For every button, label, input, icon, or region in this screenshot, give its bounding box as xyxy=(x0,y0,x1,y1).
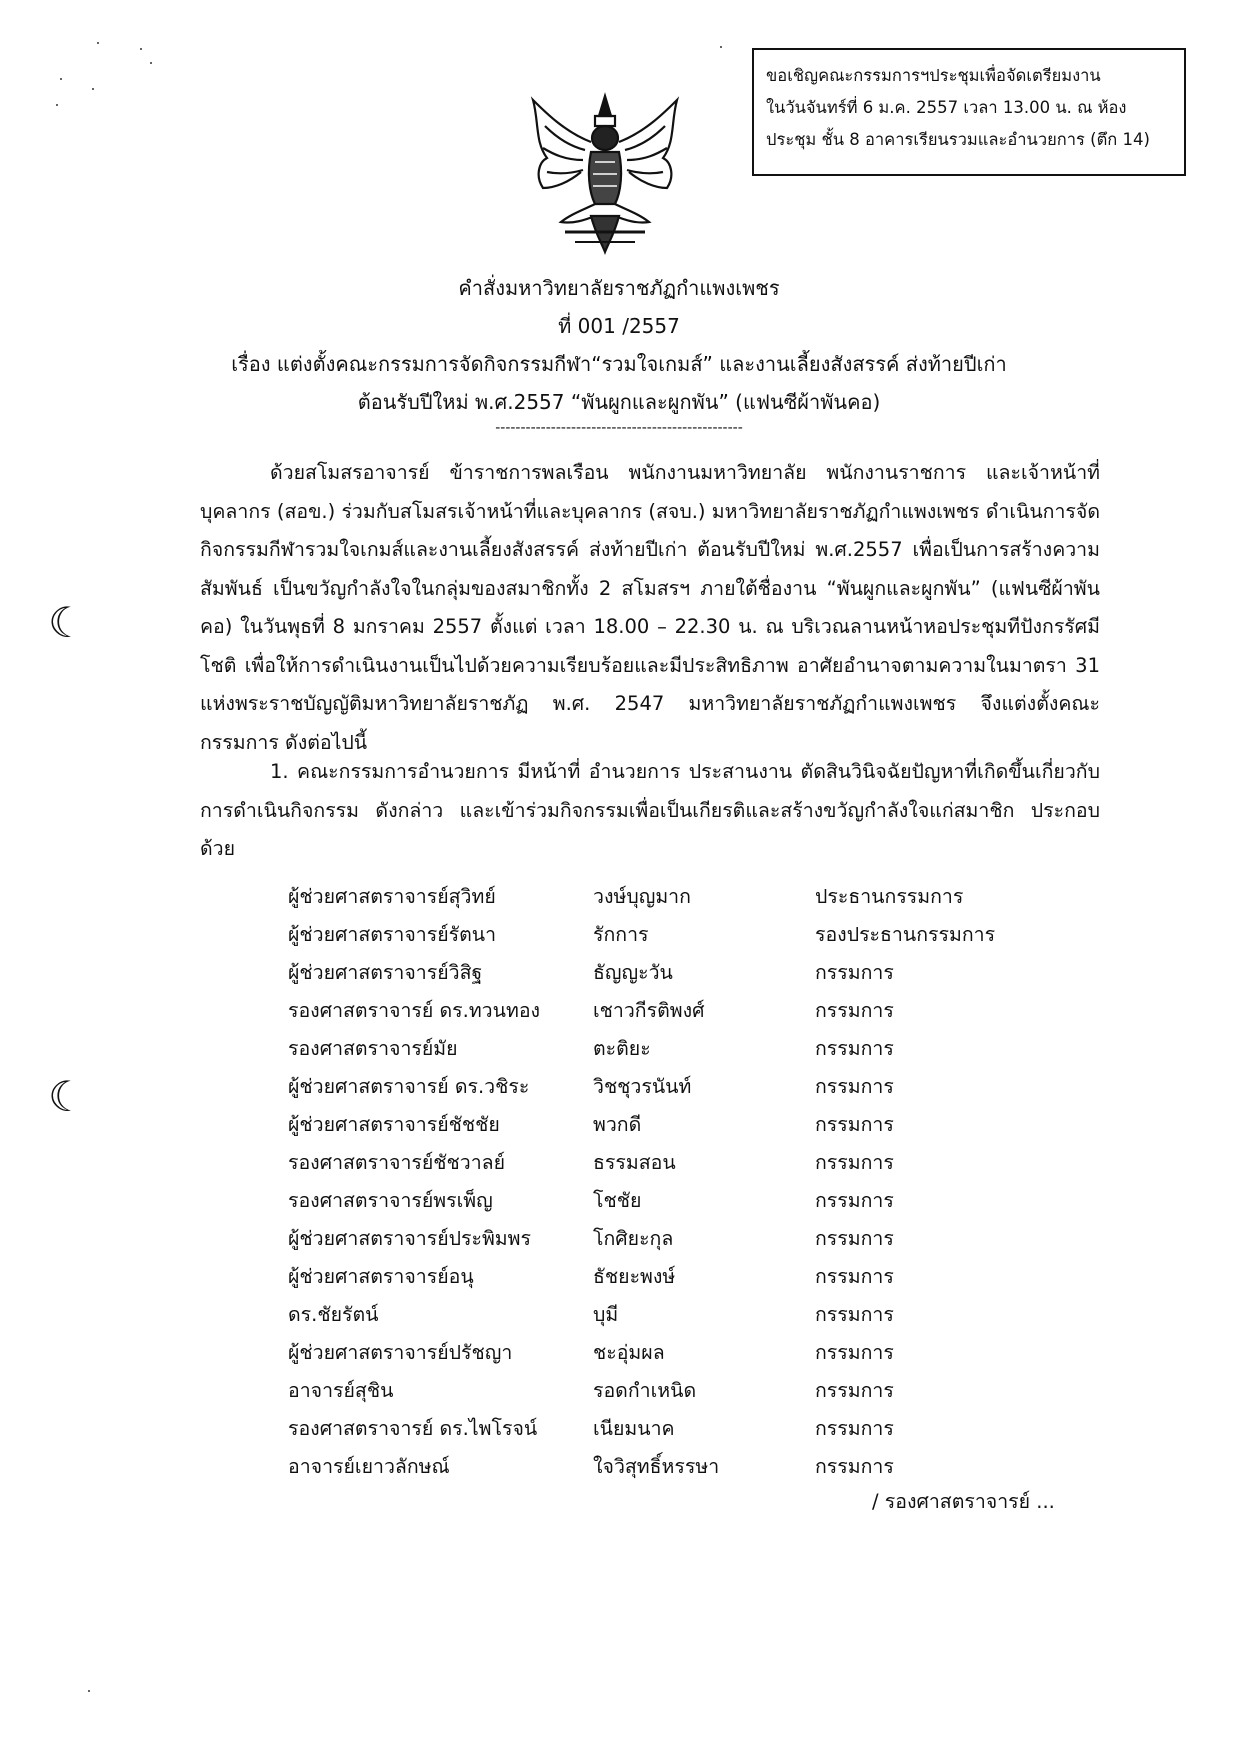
member-name: อาจารย์สุชิน xyxy=(288,1379,394,1402)
notice-line: ประชุม ชั้น 8 อาคารเรียนรวมและอำนวยการ (ตึก 14) xyxy=(766,130,1150,149)
scan-speck xyxy=(56,104,58,106)
member-surname: บุมี xyxy=(593,1303,619,1326)
committee-member-row xyxy=(288,1065,1028,1103)
member-surname: ใจวิสุทธิ์หรรษา xyxy=(593,1455,720,1478)
punch-hole-mark: ☾ xyxy=(48,1072,86,1121)
committee-member-row xyxy=(288,1103,1028,1141)
member-name: รองศาสตราจารย์พรเพ็ญ xyxy=(288,1189,493,1212)
committee-member-row xyxy=(288,1293,1028,1331)
member-surname: วิชชุวรนันท์ xyxy=(593,1075,692,1098)
member-surname: ชะอุ่มผล xyxy=(593,1341,665,1364)
committee-member-row xyxy=(288,1179,1028,1217)
meeting-notice-box xyxy=(752,48,1186,176)
member-name: ดร.ชัยรัตน์ xyxy=(288,1303,379,1326)
member-role: กรรมการ xyxy=(815,1189,894,1212)
intro-paragraph xyxy=(200,454,1100,762)
member-name: ผู้ช่วยศาสตราจารย์ปรัชญา xyxy=(288,1341,513,1364)
divider: ------------------------------------------------- xyxy=(495,420,743,436)
member-surname: พวกดี xyxy=(593,1113,642,1136)
member-role: รองประธานกรรมการ xyxy=(815,923,996,946)
scan-speck xyxy=(92,88,94,90)
member-surname: ตะติยะ xyxy=(593,1037,651,1060)
subject-line-1: เรื่อง แต่งตั้งคณะกรรมการจัดกิจกรรมกีฬา“รวมใจเกมส์” และงานเลี้ยงสังสรรค์ ส่งท้ายปีเก่า xyxy=(231,352,1007,376)
member-role: กรรมการ xyxy=(815,1341,894,1364)
member-name: อาจารย์เยาวลักษณ์ xyxy=(288,1455,450,1478)
section-1-paragraph xyxy=(200,753,1100,869)
committee-member-row xyxy=(288,1331,1028,1369)
member-name: ผู้ช่วยศาสตราจารย์ประพิมพร xyxy=(288,1227,531,1250)
scan-speck xyxy=(88,1690,90,1692)
member-role: ประธานกรรมการ xyxy=(815,885,964,908)
section-1-text: 1. คณะกรรมการอำนวยการ มีหน้าที่ อำนวยการ ประสานงาน ตัดสินวินิจฉัยปัญหาที่เกิดขึ้นเกี่ยวกับการดำเนินกิจกรรม ดังกล่าว และเข้าร่วมกิจกรรมเพื่อเป็นเกียรติและสร้างขวัญกำลังใจแก่สมาชิก ประกอบด้วย xyxy=(200,760,1100,860)
member-surname: เชาวกีรติพงศ์ xyxy=(593,999,705,1022)
committee-member-row xyxy=(288,1217,1028,1255)
member-role: กรรมการ xyxy=(815,1151,894,1174)
punch-hole-mark: ☾ xyxy=(48,598,86,647)
order-title: คำสั่งมหาวิทยาลัยราชภัฏกำแพงเพชร xyxy=(458,276,780,300)
committee-member-row xyxy=(288,913,1028,951)
member-name: ผู้ช่วยศาสตราจารย์ชัชชัย xyxy=(288,1113,500,1136)
committee-list xyxy=(288,875,1028,1483)
notice-line: ขอเชิญคณะกรรมการฯประชุมเพื่อจัดเตรียมงาน xyxy=(766,66,1101,85)
member-surname: รอดกำเหนิด xyxy=(593,1379,697,1402)
committee-member-row xyxy=(288,875,1028,913)
member-role: กรรมการ xyxy=(815,1113,894,1136)
committee-member-row xyxy=(288,1445,1028,1483)
member-role: กรรมการ xyxy=(815,1303,894,1326)
intro-text: ด้วยสโมสรอาจารย์ ข้าราชการพลเรือน พนักงานมหาวิทยาลัย พนักงานราชการ และเจ้าหน้าที่บุคลากร (สอข.) ร่วมกับสโมสรเจ้าหน้าที่และบุคลากร (สจบ.) มหาวิทยาลัยราชภัฏกำแพงเพชร ดำเนินการจัดกิจกรรมกีฬารวมใจเกมส์และงานเลี้ยงสังสรรค์ ส่งท้ายปีเก่า ต้อนรับปีใหม่ พ.ศ.2557 เพื่อเป็นการสร้างความสัมพันธ์ เป็นขวัญกำลังใจในกลุ่มของสมาชิกทั้ง 2 สโมสรฯ ภายใต้ชื่องาน “พันผูกและผูกพัน” (แฟนซีผ้าพันคอ) ในวันพุธที่ 8 มกราคม 2557 ตั้งแต่ เวลา 18.00 – 22.30 น. ณ บริเวณลานหน้าหอประชุมทีปังกรรัศมีโชติ เพื่อให้การดำเนินงานเป็นไปด้วยความเรียบร้อยและมีประสิทธิภาพ อาศัยอำนาจตามความในมาตรา 31 แห่งพระราชบัญญัติมหาวิทยาลัยราชภัฏ พ.ศ. 2547 มหาวิทยาลัยราชภัฏกำแพงเพชร จึงแต่งตั้งคณะกรรมการ ดังต่อไปนี้ xyxy=(200,461,1100,754)
committee-member-row xyxy=(288,1027,1028,1065)
member-role: กรรมการ xyxy=(815,1455,894,1478)
committee-member-row xyxy=(288,1369,1028,1407)
member-name: ผู้ช่วยศาสตราจารย์รัตนา xyxy=(288,923,497,946)
member-role: กรรมการ xyxy=(815,999,894,1022)
member-name: ผู้ช่วยศาสตราจารย์สุวิทย์ xyxy=(288,885,496,908)
member-role: กรรมการ xyxy=(815,961,894,984)
member-role: กรรมการ xyxy=(815,1227,894,1250)
member-name: ผู้ช่วยศาสตราจารย์ ดร.วชิระ xyxy=(288,1075,530,1098)
garuda-emblem-icon xyxy=(525,92,685,257)
continuation-note: / รองศาสตราจารย์ ... xyxy=(872,1490,1055,1513)
member-surname: รักการ xyxy=(593,923,649,946)
member-surname: ธัชยะพงษ์ xyxy=(593,1265,676,1288)
member-surname: โชชัย xyxy=(593,1189,642,1212)
member-name: รองศาสตราจารย์ ดร.ไพโรจน์ xyxy=(288,1417,538,1440)
scan-speck xyxy=(140,48,142,50)
scan-speck xyxy=(150,62,152,64)
member-role: กรรมการ xyxy=(815,1037,894,1060)
member-surname: ธัญญะวัน xyxy=(593,961,673,984)
member-name: รองศาสตราจารย์ ดร.ทวนทอง xyxy=(288,999,541,1022)
order-number: ที่ 001 /2557 xyxy=(558,314,680,338)
member-role: กรรมการ xyxy=(815,1265,894,1288)
committee-member-row xyxy=(288,989,1028,1027)
member-surname: เนียมนาค xyxy=(593,1417,675,1440)
scan-speck xyxy=(60,78,62,80)
notice-line: ในวันจันทร์ที่ 6 ม.ค. 2557 เวลา 13.00 น. ณ ห้อง xyxy=(766,98,1127,117)
committee-member-row xyxy=(288,1141,1028,1179)
member-role: กรรมการ xyxy=(815,1379,894,1402)
member-surname: โกศิยะกุล xyxy=(593,1227,674,1250)
member-role: กรรมการ xyxy=(815,1417,894,1440)
member-name: ผู้ช่วยศาสตราจารย์วิสิฐ xyxy=(288,961,483,984)
committee-member-row xyxy=(288,1255,1028,1293)
committee-member-row xyxy=(288,951,1028,989)
scan-speck xyxy=(97,42,99,44)
member-name: รองศาสตราจารย์ชัชวาลย์ xyxy=(288,1151,506,1174)
member-role: กรรมการ xyxy=(815,1075,894,1098)
committee-member-row xyxy=(288,1407,1028,1445)
member-surname: ธรรมสอน xyxy=(593,1151,676,1174)
scan-speck xyxy=(720,46,722,48)
subject-line-2: ต้อนรับปีใหม่ พ.ศ.2557 “พันผูกและผูกพัน” (แฟนซีผ้าพันคอ) xyxy=(357,390,881,414)
member-name: รองศาสตราจารย์มัย xyxy=(288,1037,458,1060)
member-surname: วงษ์บุญมาก xyxy=(593,885,691,908)
member-name: ผู้ช่วยศาสตราจารย์อนุ xyxy=(288,1265,474,1288)
